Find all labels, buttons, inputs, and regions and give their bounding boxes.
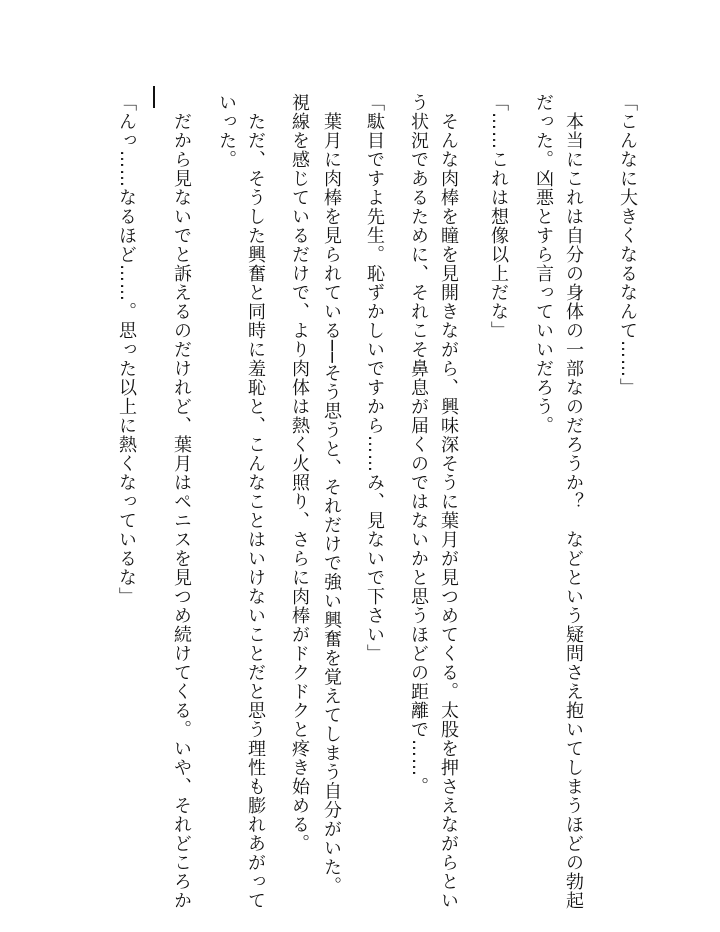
scene-break-rule (153, 86, 155, 108)
text-line-3: だった。凶悪とすら言っていいだろう。 (533, 93, 554, 435)
text-line-6: う状況であるために、それこそ鼻息が届くのではないかと思うほどの距離で……。 (408, 93, 429, 796)
text-line-11: いった。 (216, 93, 237, 169)
text-line-1: 「こんなに大きくなるなんて……」 (617, 93, 638, 397)
text-line-8: 葉月に肉棒を見られている──そう思うと、それだけで強い興奮を覚えてしまう自分がいた。 (321, 93, 342, 896)
text-line-9: 視線を感じているだけで、より肉体は熱く火照り、さらに肉棒がドクドクと疼き始める。 (289, 93, 310, 853)
text-line-5: そんな肉棒を瞳を見開きながら、興味深そうに葉月が見つめてくる。太股を押さえながらとい (438, 93, 459, 910)
text-line-13: 「んっ……なるほど……。思った以上に熱くなっているな」 (116, 93, 137, 606)
text-line-4: 「……これは想像以上だな」 (488, 93, 509, 340)
text-line-7: 「駄目ですよ先生。恥ずかしいですから……み、見ないで下さい」 (364, 93, 385, 663)
text-line-12: だから見ないでと訴えるのだけれど、葉月はペニスを見つめ続けてくる。いや、それどころか (171, 93, 192, 910)
text-line-2: 本当にこれは自分の身体の一部なのだろうか？ などという疑問さえ抱いてしまうほどの勃起 (563, 93, 584, 910)
text-line-10: ただ、そうした興奮と同時に羞恥と、こんなことはいけないことだと思う理性も膨れあがって (245, 93, 266, 910)
